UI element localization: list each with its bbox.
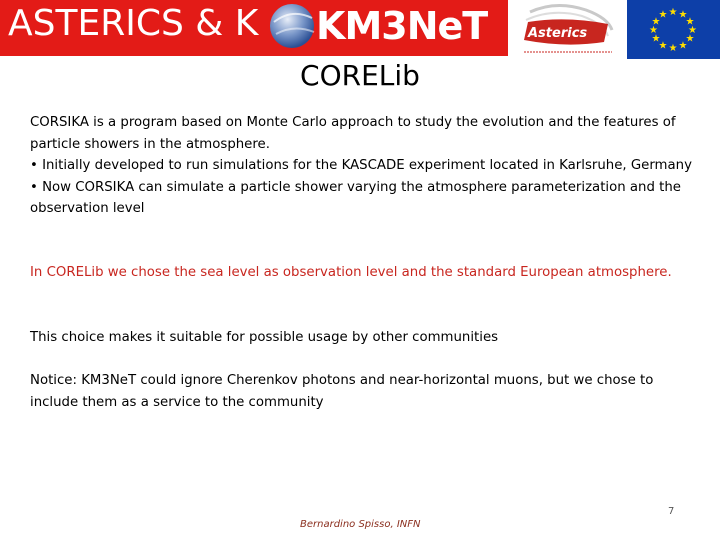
slide-title: CORELib <box>300 59 420 92</box>
intro-section <box>30 112 700 220</box>
svg-text:★: ★ <box>658 9 668 21</box>
svg-text:★: ★ <box>651 33 661 45</box>
km3net-logo: KM3NeT <box>316 4 488 48</box>
bullet-item: • Now CORSIKA can simulate a particle shower varying the atmosphere parameterization and the observation level <box>30 179 681 216</box>
svg-text:★: ★ <box>678 9 688 21</box>
svg-text:★: ★ <box>678 40 688 52</box>
notice-paragraph: Notice: KM3NeT could ignore Cherenkov photons and near-horizontal muons, but we chose to include them as a service to the community <box>30 373 654 410</box>
svg-text:★: ★ <box>649 25 658 36</box>
usage-paragraph: This choice makes it suitable for possible usage by other communities <box>30 330 499 345</box>
svg-text:★: ★ <box>651 16 661 28</box>
footer-author: Bernardino Spisso, INFN <box>300 519 421 530</box>
eu-stars-icon <box>627 0 720 59</box>
highlight-paragraph: In CORELib we chose the sea level as observation level and the standard European atmosphere. <box>30 265 672 280</box>
svg-text:★: ★ <box>668 7 678 18</box>
globe-logo-icon <box>268 2 322 50</box>
asterics-logo-label: Asterics <box>528 26 588 41</box>
page-number: 7 <box>668 506 675 517</box>
svg-text:★: ★ <box>658 40 668 52</box>
svg-text:★: ★ <box>668 43 678 54</box>
svg-text:★: ★ <box>688 25 697 36</box>
bullet-item: • Initially developed to run simulations for the KASCADE experiment located in Karlsruhe, Germany <box>30 158 692 173</box>
svg-text:★: ★ <box>685 16 695 28</box>
intro-paragraph: CORSIKA is a program based on Monte Carlo approach to study the evolution and the features of particle showers in the atmosphere. <box>30 115 676 152</box>
svg-text:★: ★ <box>685 33 695 45</box>
header-title: ASTERICS & K <box>8 3 259 44</box>
eu-flag <box>627 0 720 59</box>
